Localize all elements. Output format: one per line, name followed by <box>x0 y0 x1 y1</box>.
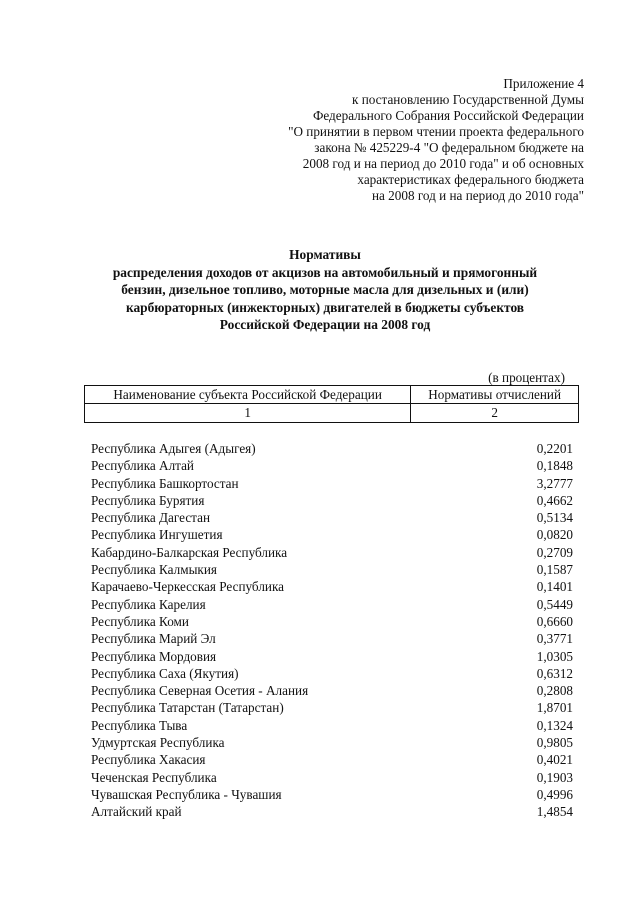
title-line: Российской Федерации на 2008 год <box>219 317 431 332</box>
norm-value: 1,4854 <box>536 804 573 820</box>
appendix-line: "О принятии в первом чтении проекта федерального <box>288 124 584 139</box>
title-heading: Нормативы <box>289 247 361 262</box>
norm-value: 0,9805 <box>536 735 573 751</box>
norm-value: 0,1848 <box>536 458 573 474</box>
subject-name: Республика Адыгея (Адыгея) <box>91 441 256 456</box>
norm-value: 1,0305 <box>536 648 573 664</box>
column-numbers <box>85 404 579 423</box>
norm-value: 0,4021 <box>536 752 573 768</box>
appendix-line: на 2008 год и на период до 2010 года" <box>371 188 584 203</box>
norm-value: 0,2201 <box>536 441 573 456</box>
table-row <box>91 509 573 526</box>
appendix-line: 2008 год и на период до 2010 года" и об основных <box>302 156 584 171</box>
subject-name: Карачаево-Черкесская Республика <box>91 579 285 595</box>
table-row <box>91 526 573 543</box>
norm-value: 0,1903 <box>536 769 573 785</box>
norm-value: 0,5449 <box>536 596 573 612</box>
subject-name: Удмуртская Республика <box>91 735 225 751</box>
norm-value: 0,2709 <box>536 544 573 560</box>
subject-name: Республика Тыва <box>91 717 188 733</box>
column-headers <box>85 386 579 404</box>
table-row <box>91 613 573 630</box>
units-note: (в процентах) <box>488 370 565 385</box>
table-header <box>84 385 579 423</box>
appendix-line: Федерального Собрания Российской Федерации <box>312 108 584 123</box>
subject-name: Республика Калмыкия <box>91 562 217 578</box>
column-header-subject: Наименование субъекта Российской Федерации <box>85 386 411 404</box>
subject-name: Республика Татарстан (Татарстан) <box>91 700 284 716</box>
table-row <box>91 734 573 751</box>
norm-value: 0,6312 <box>536 665 573 681</box>
norm-value: 0,2808 <box>536 683 573 699</box>
table-row <box>91 665 573 682</box>
subject-name: Республика Северная Осетия - Алания <box>91 683 309 699</box>
table-row <box>91 786 573 803</box>
norm-value: 0,1587 <box>536 562 573 578</box>
subject-name: Республика Дагестан <box>91 510 211 526</box>
subject-name: Алтайский край <box>91 804 182 820</box>
table-row <box>91 682 573 699</box>
table-row <box>91 803 573 820</box>
subject-name: Чувашская Республика - Чувашия <box>91 786 282 802</box>
norm-value: 0,1324 <box>536 717 573 733</box>
norm-value: 0,4662 <box>536 492 573 508</box>
subject-name: Республика Алтай <box>91 458 194 474</box>
subject-name: Республика Ингушетия <box>91 527 223 543</box>
appendix-line: характеристиках федерального бюджета <box>357 172 584 187</box>
table-row <box>91 769 573 786</box>
table-row <box>91 440 573 457</box>
subject-name: Кабардино-Балкарская Республика <box>91 544 288 560</box>
subject-name: Республика Карелия <box>91 596 206 612</box>
subject-name: Республика Саха (Якутия) <box>91 665 239 681</box>
subject-name: Республика Мордовия <box>91 648 217 664</box>
table-row <box>91 457 573 474</box>
norm-value: 0,1401 <box>536 579 573 595</box>
norm-value: 0,3771 <box>536 631 573 647</box>
column-number-2: 2 <box>411 404 579 423</box>
norm-value: 1,8701 <box>536 700 573 716</box>
norm-value: 0,4996 <box>536 786 573 802</box>
data-rows <box>91 440 573 821</box>
column-number-1: 1 <box>85 404 411 423</box>
table-row <box>91 648 573 665</box>
subject-name: Республика Бурятия <box>91 492 205 508</box>
table-row <box>91 578 573 595</box>
table-row <box>91 751 573 768</box>
table-row <box>91 544 573 561</box>
norm-value: 3,2777 <box>536 475 573 491</box>
subject-name: Чеченская Республика <box>91 769 217 785</box>
appendix-line: Приложение 4 <box>503 76 584 91</box>
norm-value: 0,0820 <box>536 527 573 543</box>
title-line: карбюраторных (инжекторных) двигателей в бюджеты субъектов <box>125 299 525 315</box>
table-row <box>91 596 573 613</box>
subject-name: Республика Хакасия <box>91 752 206 768</box>
table-row <box>91 492 573 509</box>
subject-name: Республика Марий Эл <box>91 631 216 647</box>
title-line: распределения доходов от акцизов на автомобильный и прямогонный <box>112 264 538 280</box>
appendix-header <box>204 76 584 204</box>
column-header-norms: Нормативы отчислений <box>411 386 579 404</box>
table-row <box>91 717 573 734</box>
appendix-line: закона № 425229-4 "О федеральном бюджете на <box>314 140 584 155</box>
table-row <box>91 475 573 492</box>
table-row <box>91 699 573 716</box>
norm-value: 0,6660 <box>536 613 573 629</box>
table-row <box>91 561 573 578</box>
norm-value: 0,5134 <box>536 510 573 526</box>
table-row <box>91 630 573 647</box>
document-title <box>84 246 566 334</box>
subject-name: Республика Коми <box>91 613 189 629</box>
title-line: бензин, дизельное топливо, моторные масла для дизельных и (или) <box>121 282 529 297</box>
appendix-line: к постановлению Государственной Думы <box>351 92 584 107</box>
subject-name: Республика Башкортостан <box>91 475 239 491</box>
